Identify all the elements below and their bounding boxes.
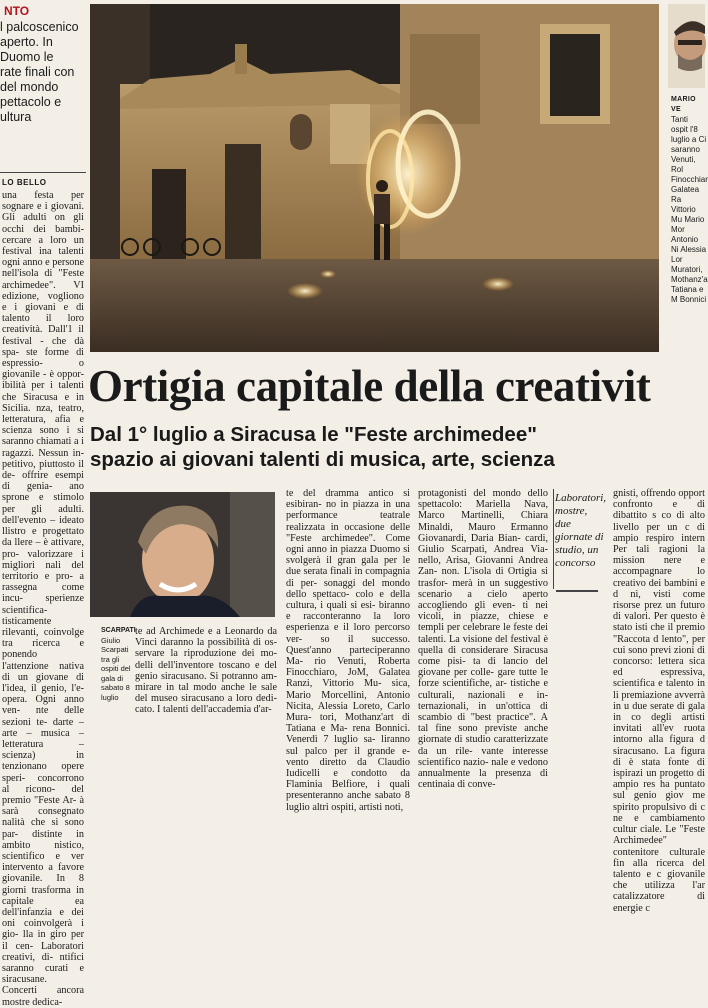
article-text: protagonisti del mondo dello spettacolo: Mariella Nava, Marco Martinelli, Chiara Minaldi, Mauro Ermanno Giovanardi, Daria Bian- cardi, Giulio Scarpati, Andrea Via- nello, Arisa, Giovanni Andrea Zan- non. L'isola di Ortigia si trasfor- merà in un suggestivo scenario a cielo aperto accogliendo gli even- ti nei vicoli, in piazze, chiese e templi per celebrare le feste dei talenti. La visione del festival è quella di considerare Siracusa come pisi- ta di lancio del giovane per colle- gare tutte le forze scientifiche, ar- tistiche e culturali, nazionali e in- ternazionali, in un'ottica di scambio di "best practice". A tal fine sono previste anche giornate di studio caratterizzate da un rile- vante interesse scientifico nazio- nale e vedono annualmente la presenza di centinaia di conve- [418, 488, 548, 791]
teaser-block [0, 4, 86, 125]
night-square-illustration [90, 4, 659, 352]
teaser-line: ultura [0, 110, 32, 124]
portrait-illustration [668, 4, 705, 88]
right-photo-caption [671, 95, 707, 305]
subheadline [90, 422, 555, 472]
subheadline-line: Dal 1° luglio a Siracusa le "Feste archimedee" [90, 423, 537, 446]
subheadline-line: spazio ai giovani talenti di musica, arte, scienza [90, 448, 555, 471]
teaser-line: del mondo [0, 80, 59, 94]
article-text: te ad Archimede e a Leonardo da Vinci daranno la possibilità di os- servare la riproduzione dei mo- delli dell'inventore toscano e del genio siracusano. Si potranno am- mirare in tal modo anche le sale del museo siracusano a loro dedi- cato. I talenti dell'accademia d'ar- [135, 626, 277, 716]
portrait-scarpati [90, 492, 275, 617]
caption-name: SCARPATI [101, 627, 136, 634]
headline: Ortigia capitale della creativit [88, 361, 651, 411]
divider [553, 489, 554, 589]
teaser-line: Duomo le [0, 50, 54, 64]
teaser-line: l palcoscenico [0, 20, 79, 34]
article-column [286, 488, 410, 813]
article-column [418, 488, 548, 791]
article-text: te del dramma antico si esibiran- no in piazza in una performance teatrale realizzata in occasione delle "Feste archimedee". Come ogni anno in piazza Duomo si svolgerà il gran gala per le due serata finali in compagnia di per- sonaggi del mondo dello spettaco- colo e della cultura, i quali si esi- biranno e racconteranno la loro esperienza e il loro percorso ver- so il successo. Quest'anno parteciperanno Ma- rio Venuti, Roberta Finocchiaro, JoM, Galatea Ranzi, Vittorio Mu- sica, Mario Morcellini, Antonio Nicita, Alessia Loreto, Carlo Mura- tori, Mothanz'art di Tatiana e Ma- rena Bonnici. Venerdì 7 luglio sa- liranno sul palco per il grande e- vento diretto da Claudio Iudicelli e condotto da Flaminia Belfiore, i quali presenteranno anche sabato 8 luglio altri ospiti, artisti noti, [286, 488, 410, 813]
portrait-caption [101, 626, 136, 702]
caption-name: MARIO VE [671, 96, 696, 113]
photo-fire-performer [90, 4, 659, 352]
pull-quote: Laboratori, mostre, due giornate di studio, un concorso [555, 492, 607, 569]
teaser-kicker: NTO [4, 4, 30, 18]
teaser-line: rate finali con [0, 65, 75, 79]
divider [556, 590, 598, 592]
article-text: gnisti, offrendo opport confronto e di dibattito s co di alto livello per un c di ampio respiro intern Per tali ragioni la mission nere e accompagnare lo creativo dei bambini e d ni, visti come risorse prez un futuro di valori. Per questo è stato isti che il premio "Raccota d lento", per cui sono previ zioni di concorso: lettera sica ed espressiva, scientifica e talento in li premiazione avverrà in u due serate di gala in co degli artisti invitati all'ev ruota intorno alla figura d siracusano. La figura di è stata fonte di ispirazi un progetto di ampio res ha puntato sul genio giov me spirito propulsivo di c ne e cambiamento cultur ciale. Le "Feste Archimedee" contenitore culturale fin alla ricerca del talento e c giovanile che utilizza l'ar catalizzatore di energie c [613, 488, 705, 914]
portrait-illustration [90, 492, 275, 617]
article-column-left [2, 190, 84, 1008]
portrait-mario-venuti [668, 4, 705, 88]
article-text: una festa per sognare e i giovani. Gli adulti on gli occhi dei bambi- cercare a loro un festival ina talenti ogni anno e persone nell'isola di "Feste archimedee". VI edizione, vogliono e i giovani e di talento il loro creatività. Dall'1 il festival - che dà spa- ste forme di espressio- o giovanile - è oppor- ibilità per i talenti che Siracusa e in Sicilia. nza, teatro, letteratura, afia e scienza sono i si saranno chiamati a i ragazzi. Nessun in- petitivo, piuttosto il de- offrire esempi di genia- ano sprone e stimolo per gli adulti. dell'evento – ideato llistro e progettato da llere – è attivare, pro- valorizzare i migliori nali del territorio e pro- a rassegna come incu- sperienze scientifica- tisticamente rilevanti, coinvolge tra ricerca e ponendo l'attenzione nativa di un giovane di l'idea, il genio, l'e- opera. Ogni anno ven- nte delle sezioni te- darte – arte – musica – letteratura – scienza) in tenzionano opere speri- concorrono al ricono- del premio "Feste Ar- à sarà consegnato nalità che si sono par- distinte in ambito nistico, scientifico e ver intervento a favore giovanile. In 8 giorni trasforma in capitale ea dell'infanzia e dei oni coinvolgerà i gio- lla in giro per il cen- Laboratori creativi, di- ntifici saranno curati e siracusane. Concerti ancora mostre dedica- [2, 190, 84, 1008]
article-column [135, 626, 277, 716]
teaser-line: pettacolo e [0, 95, 62, 109]
caption-text: Tanti ospit l'8 luglio a Ci saranno Venuti, Rol Finocchiar Galatea Ra Vittorio Mu Mario Mor Antonio Ni Alessia Lor Muratori, Mothanz'a Tatiana e M Bonnici [671, 115, 708, 304]
article-column [613, 488, 705, 914]
byline: LO BELLO [2, 178, 47, 187]
caption-text: Giulio Scarpati tra gli ospiti del gala di sabato 8 luglio [101, 635, 131, 702]
teaser-line: aperto. In [0, 35, 53, 49]
divider [0, 172, 86, 173]
